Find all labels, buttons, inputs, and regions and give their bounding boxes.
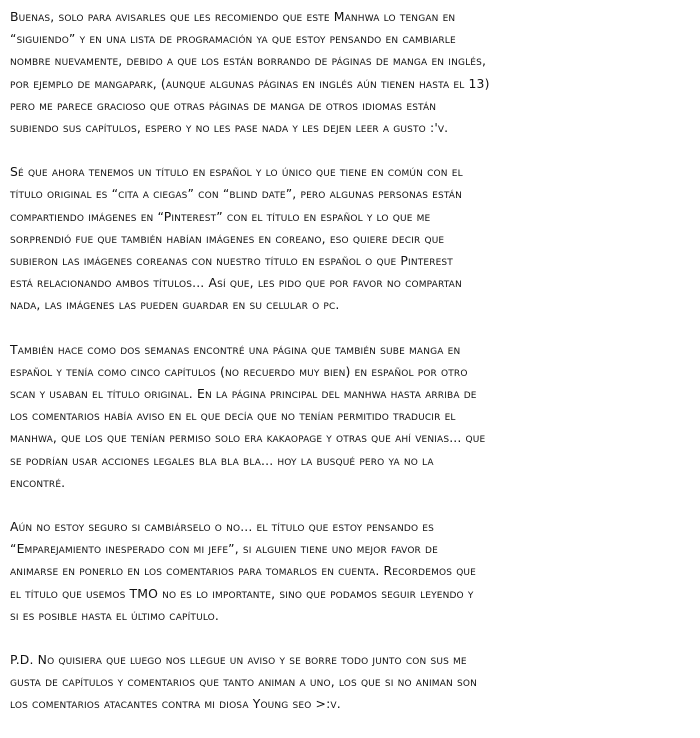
translator-note <box>10 6 694 738</box>
text-line: P.D. No quisiera que luego nos llegue un aviso y se borre todo junto con sus me <box>10 652 467 668</box>
text-line: animarse en ponerlo en los comentarios para tomarlos en cuenta. Recordemos que <box>10 563 477 579</box>
text-line: los comentarios atacantes contra mi diosa Young seo >:v. <box>10 696 341 712</box>
text-line: encontré. <box>10 474 66 490</box>
text-line: por ejemplo de mangapark, (aunque algunas páginas en inglés aún tienen hasta el 13) <box>10 75 490 91</box>
text-line: manhwa, que los que tenían permiso solo era kakaopage y otras que ahí venias... que <box>10 430 486 446</box>
text-line: está relacionando ambos títulos... Así que, les pido que por favor no compartan <box>10 275 462 291</box>
paragraph-other-site <box>10 339 694 494</box>
text-line: Sé que ahora tenemos un título en español y lo único que tiene en común con el <box>10 164 463 180</box>
text-line: Buenas, solo para avisarles que les recomiendo que este Manhwa lo tengan en <box>10 9 456 24</box>
text-line: se podrían usar acciones legales bla bla bla... hoy la busqué pero ya no la <box>10 452 434 468</box>
text-line: pero me parece gracioso que otras páginas de manga de otros idiomas están <box>10 97 437 113</box>
text-line: sorprendió fue que también habían imágenes en coreano, eso quiere decir que <box>10 230 445 246</box>
text-line: “Emparejamiento inesperado con mi jefe”, si alguien tiene uno mejor favor de <box>10 541 438 557</box>
text-line: los comentarios había aviso en el que decía que no tenían permitido traducir el <box>10 408 456 424</box>
text-line: nombre nuevamente, debido a que los están borrando de páginas de manga en inglés, <box>10 53 487 69</box>
text-line: título original es “cita a ciegas” con “blind date”, pero algunas personas están <box>10 186 462 202</box>
text-line: gusta de capítulos y comentarios que tanto animan a uno, los que si no animan son <box>10 674 477 690</box>
text-line: “siguiendo” y en una lista de programación ya que estoy pensando en cambiarle <box>10 31 456 47</box>
text-line: nada, las imágenes las pueden guardar en su celular o pc. <box>10 297 340 313</box>
text-line: compartiendo imágenes en “Pinterest” con el título en español y lo que me <box>10 208 431 224</box>
text-line: subieron las imágenes coreanas con nuestro título en español o que Pinterest <box>10 253 453 269</box>
paragraph-new-title <box>10 516 694 627</box>
text-line: si es posible hasta el último capítulo. <box>10 607 219 623</box>
text-line: También hace como dos semanas encontré una página que también sube manga en <box>10 341 461 357</box>
text-line: Aún no estoy seguro si cambiárselo o no... el título que estoy pensando es <box>10 519 434 535</box>
text-line: subiendo sus capítulos, espero y no les pase nada y les dejen leer a gusto :'v. <box>10 120 449 136</box>
text-line: scan y usaban el título original. En la página principal del manhwa hasta arriba de <box>10 386 477 402</box>
paragraph-postscript <box>10 649 694 716</box>
paragraph-title-sharing <box>10 161 694 316</box>
text-line: el título que usemos TMO no es lo importante, sino que podamos seguir leyendo y <box>10 585 474 601</box>
paragraph-intro <box>10 6 694 139</box>
text-line: español y tenía como cinco capítulos (no recuerdo muy bien) en español por otro <box>10 363 468 379</box>
